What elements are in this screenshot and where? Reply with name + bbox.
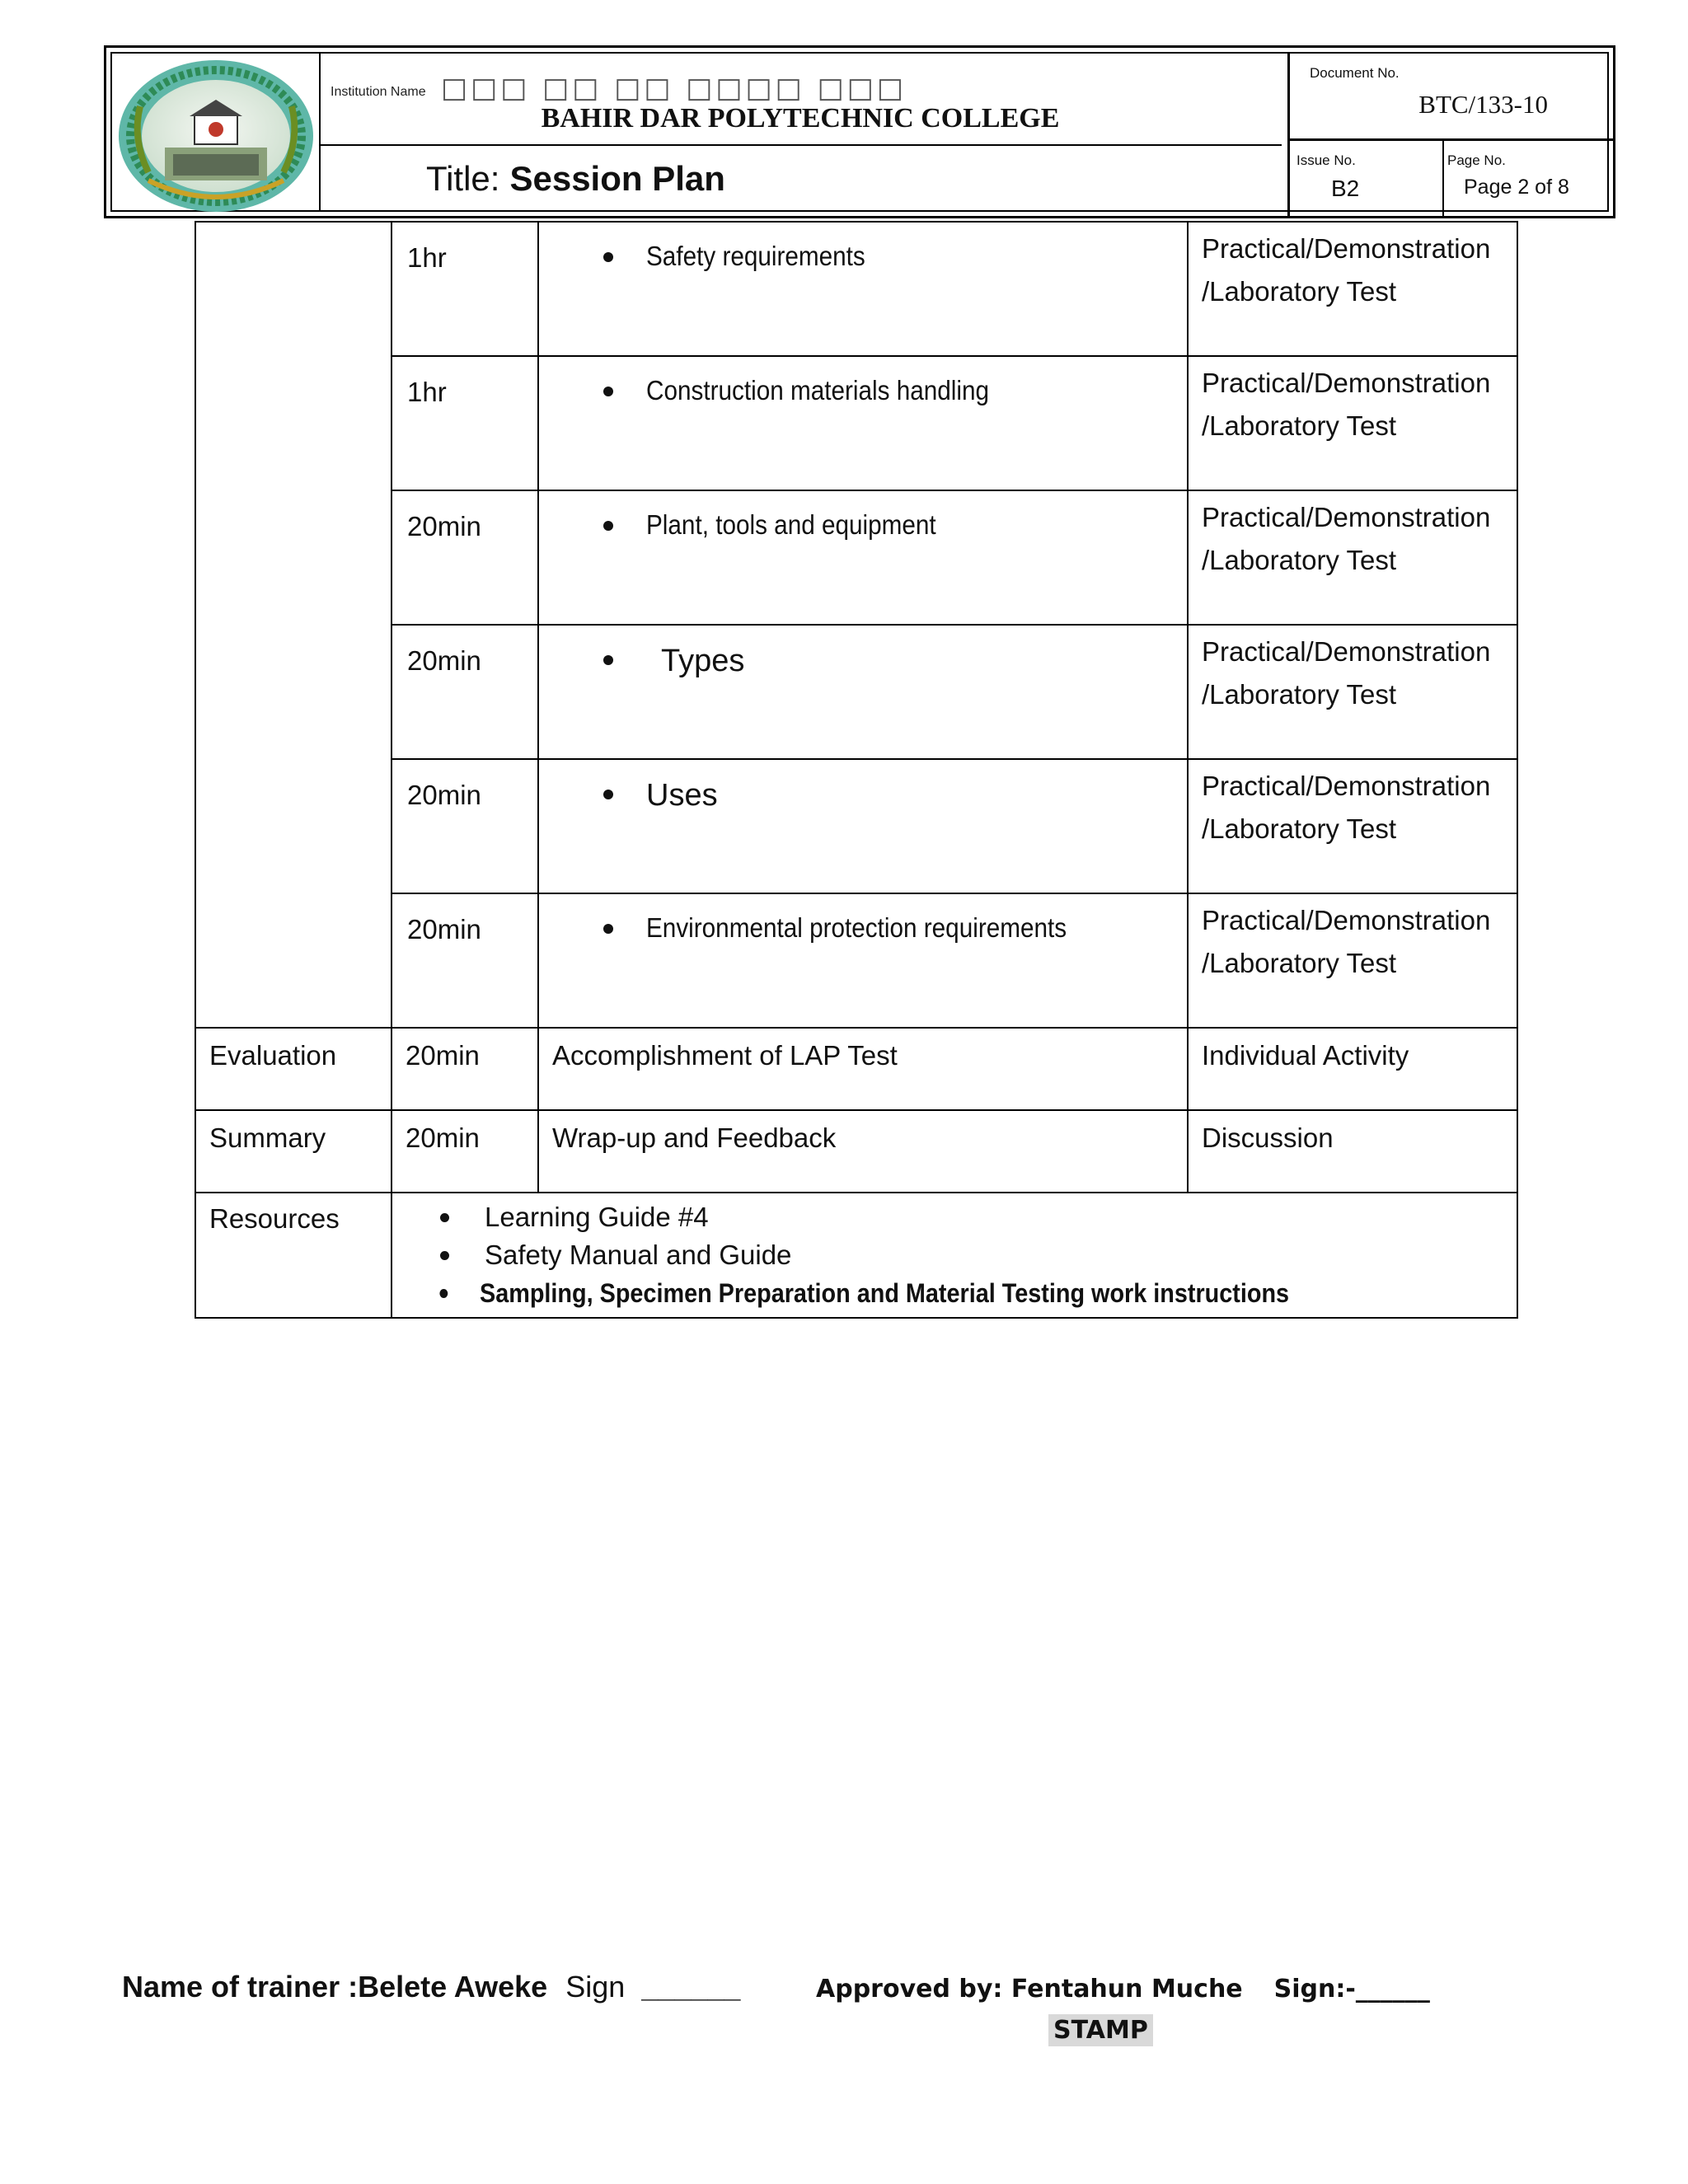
institution-name-amharic: □□□ □□ □□ □□□□ □□□: [441, 72, 907, 105]
document-header: [104, 45, 1615, 218]
list-item: Learning Guide #4: [435, 1198, 1517, 1236]
bullet-icon: [603, 790, 613, 799]
document-number: BTC/133-10: [1418, 90, 1548, 119]
institution-name: BAHIR DAR POLYTECHNIC COLLEGE: [541, 103, 1060, 134]
bullet-icon: [603, 252, 613, 262]
phase-cell: [195, 222, 392, 1028]
resources-cell: [392, 1193, 1517, 1318]
method-line-1: Practical/Demonstration: [1202, 502, 1491, 532]
college-seal-icon: [115, 57, 316, 215]
bullet-icon: [603, 924, 613, 934]
issue-number-cell: [1287, 141, 1444, 217]
title-cell: [319, 144, 1282, 217]
topic-text: Safety requirements: [646, 241, 865, 271]
method-cell: [1188, 490, 1517, 625]
trainer-signature: [122, 1970, 740, 2004]
list-item: Safety Manual and Guide: [435, 1236, 1517, 1274]
resources-label: Resources: [195, 1193, 392, 1318]
time-cell: 1hr: [392, 222, 538, 356]
document-number-label: Document No.: [1310, 65, 1400, 81]
time-cell: 20min: [392, 490, 538, 625]
method-cell: [1188, 893, 1517, 1028]
topic-cell: [538, 490, 1188, 625]
time-cell: 20min: [392, 893, 538, 1028]
approved-by: Approved by: Fentahun Muche: [816, 1975, 1243, 2004]
method-line-2: /Laboratory Test: [1202, 545, 1397, 575]
table-row: [195, 356, 1517, 490]
topic-text: Construction materials handling: [646, 375, 990, 405]
method-line-2: /Laboratory Test: [1202, 410, 1397, 441]
topic-cell: [538, 356, 1188, 490]
method-line-1: Practical/Demonstration: [1202, 368, 1491, 398]
page-number: Page 2 of 8: [1464, 176, 1569, 199]
method-cell: [1188, 625, 1517, 759]
session-plan-table: [195, 221, 1518, 1319]
page-number-cell: [1444, 141, 1614, 217]
bullet-icon: [603, 521, 613, 531]
method-line-1: Practical/Demonstration: [1202, 233, 1491, 264]
table-row: [195, 490, 1517, 625]
bullet-icon: [603, 387, 613, 396]
table-row: [195, 625, 1517, 759]
title-label: Title:: [426, 159, 500, 198]
trainer-sign-line: ______: [641, 1970, 741, 2004]
summary-row: [195, 1110, 1517, 1193]
resources-row: [195, 1193, 1517, 1318]
evaluation-label: Evaluation: [195, 1028, 392, 1110]
topic-text: Plant, tools and equipment: [646, 509, 936, 540]
topic-text: Uses: [646, 778, 718, 813]
evaluation-content: Accomplishment of LAP Test: [538, 1028, 1188, 1110]
evaluation-row: [195, 1028, 1517, 1110]
approval-signature: [816, 1975, 1430, 2004]
evaluation-time: 20min: [392, 1028, 538, 1110]
trainer-sign-label: Sign: [565, 1970, 626, 2004]
issue-number-label: Issue No.: [1296, 152, 1356, 168]
title-row: [426, 159, 725, 199]
approved-sign: Sign:-______: [1273, 1975, 1430, 2004]
method-line-2: /Laboratory Test: [1202, 813, 1397, 844]
topic-cell: [538, 625, 1188, 759]
topic-text: Environmental protection requirements: [646, 912, 1067, 943]
institution-cell: [319, 54, 1282, 146]
time-cell: 20min: [392, 625, 538, 759]
method-line-2: /Laboratory Test: [1202, 679, 1397, 710]
method-line-2: /Laboratory Test: [1202, 948, 1397, 978]
page-number-label: Page No.: [1447, 152, 1506, 168]
topic-text: Types: [661, 644, 745, 678]
topic-cell: [538, 759, 1188, 893]
table-row: [195, 222, 1517, 356]
method-line-1: Practical/Demonstration: [1202, 905, 1491, 935]
issue-number: B2: [1331, 176, 1360, 201]
college-logo: [112, 54, 321, 210]
list-item: Sampling, Specimen Preparation and Material Testing work instructions: [435, 1274, 1409, 1312]
summary-content: Wrap-up and Feedback: [538, 1110, 1188, 1193]
method-line-1: Practical/Demonstration: [1202, 636, 1491, 667]
summary-method: Discussion: [1188, 1110, 1517, 1193]
table-row: [195, 759, 1517, 893]
time-cell: 20min: [392, 759, 538, 893]
document-number-cell: [1287, 54, 1614, 141]
method-cell: [1188, 356, 1517, 490]
summary-label: Summary: [195, 1110, 392, 1193]
document-title: Session Plan: [509, 159, 725, 198]
stamp-label: STAMP: [1048, 2014, 1153, 2046]
evaluation-method: Individual Activity: [1188, 1028, 1517, 1110]
method-cell: [1188, 759, 1517, 893]
time-cell: 1hr: [392, 356, 538, 490]
method-line-1: Practical/Demonstration: [1202, 771, 1491, 801]
document-header-frame: [110, 52, 1609, 212]
topic-cell: [538, 893, 1188, 1028]
bullet-icon: [603, 655, 613, 665]
method-line-2: /Laboratory Test: [1202, 276, 1397, 307]
trainer-name: Name of trainer :Belete Aweke: [122, 1970, 548, 2004]
summary-time: 20min: [392, 1110, 538, 1193]
table-row: [195, 893, 1517, 1028]
method-cell: [1188, 222, 1517, 356]
resources-list: [392, 1193, 1517, 1312]
institution-label: Institution Name: [331, 85, 426, 99]
topic-cell: [538, 222, 1188, 356]
